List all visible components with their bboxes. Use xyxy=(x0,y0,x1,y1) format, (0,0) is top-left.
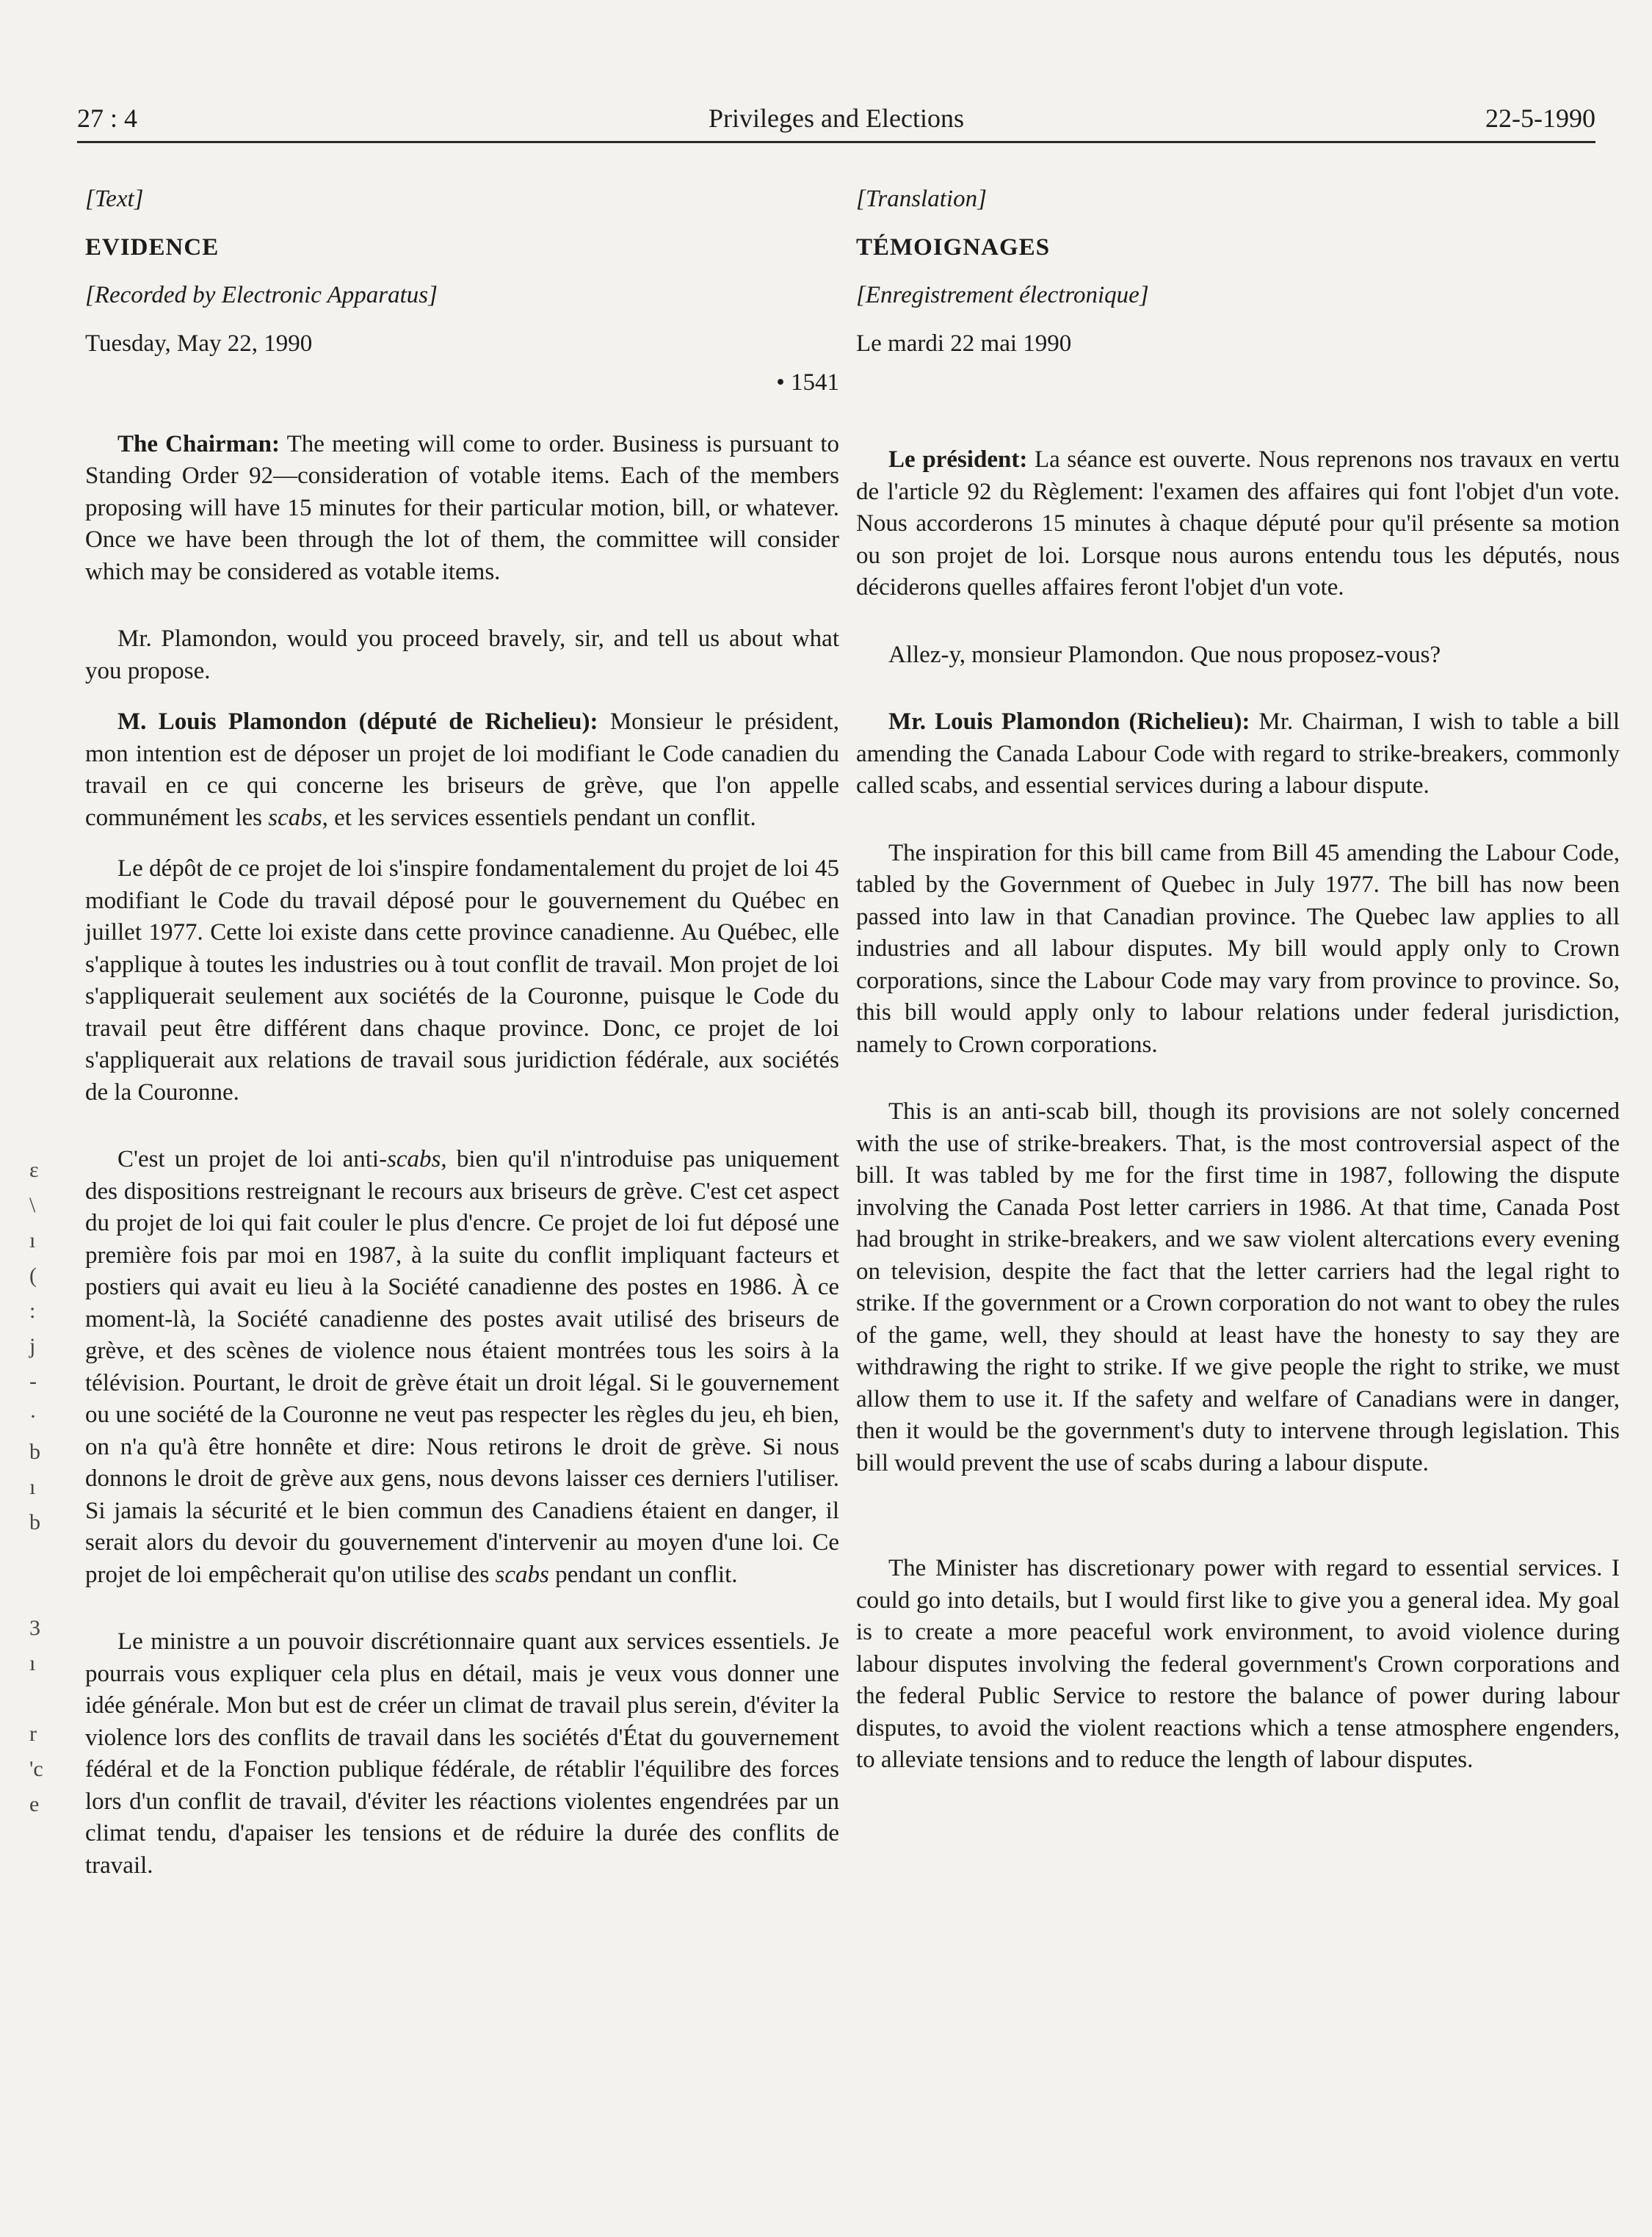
margin-mark: \ xyxy=(29,1193,36,1217)
speech-text: Mr. Chairman, I wish to table a bill amending the Canada Labour Code with regard to strike-breakers, commonly called scabs, and essential services during a labour dispute. xyxy=(856,708,1620,799)
margin-mark: ı xyxy=(29,1475,36,1499)
margin-mark xyxy=(29,1540,51,1576)
margin-mark: 'c xyxy=(29,1757,43,1781)
paragraph-bill-origin xyxy=(856,838,1620,1062)
page-header xyxy=(77,95,1595,143)
margin-mark: ɛ xyxy=(29,1158,39,1182)
running-title: Privileges and Elections xyxy=(709,104,964,133)
paragraph-president xyxy=(856,444,1620,604)
speech-text: pendant un conflit. xyxy=(548,1561,738,1588)
paragraph-chairman xyxy=(85,429,839,589)
margin-mark: 3 xyxy=(29,1616,40,1640)
speaker-label: Le président: xyxy=(888,446,1028,473)
speech-text: Monsieur le président, mon intention est de déposer un projet de loi modifiant le Code canadien du travail en ce qui concerne les briseurs de grève, que l'on appelle communément les xyxy=(85,708,839,831)
speech-text: C'est un projet de loi anti- xyxy=(117,1146,388,1172)
margin-mark: r xyxy=(29,1722,37,1746)
speech-text: Mr. Plamondon, would you proceed bravely, sir, and tell us about what you propose. xyxy=(85,626,839,684)
left-column xyxy=(85,184,839,1882)
margin-mark: b xyxy=(29,1440,40,1464)
right-column xyxy=(856,184,1620,1777)
speech-text: , et les services essentiels pendant un conflit. xyxy=(322,804,756,831)
paragraph-anti-scab xyxy=(856,1096,1620,1479)
meeting-date: Tuesday, May 22, 1990 xyxy=(85,330,313,357)
paragraph-minister xyxy=(856,1553,1620,1777)
header-date: 22-5-1990 xyxy=(1485,104,1595,133)
text-tag: [Text] xyxy=(85,186,144,212)
paragraph-invite xyxy=(85,623,839,687)
speaker-label: Mr. Louis Plamondon (Richelieu): xyxy=(888,708,1250,735)
emphasis-text: scabs xyxy=(495,1561,549,1588)
paragraph-plamondon-intro xyxy=(856,706,1620,802)
paragraph-plamondon-intro xyxy=(85,706,839,834)
translation-tag: [Translation] xyxy=(856,186,987,212)
speech-text: The Minister has discretionary power with regard to essential services. I could go into details, but I would first like to give you a general idea. My goal is to create a more peaceful work environment, to avoid violence during labour disputes involving the federal government's Crown corporations and the federal Public Service to restore the balance of power during labour disputes, to avoid the violent reactions which a tense atmosphere engenders, to alleviate tensions and to reduce the length of labour disputes. xyxy=(856,1555,1620,1773)
speech-text: The meeting will come to order. Business is pursuant to Standing Order 92—consideration of votable items. Each of the members proposing will have 15 minutes for their particular motion, bill, or whatever. Once we have been through the lot of them, the committee will consider which may be considered as votable items. xyxy=(85,430,840,585)
time-stamp: • 1541 xyxy=(776,369,839,396)
recording-note: [Enregistrement électronique] xyxy=(856,282,1149,308)
recording-note: [Recorded by Electronic Apparatus] xyxy=(85,282,438,308)
section-heading: EVIDENCE xyxy=(85,233,220,261)
margin-mark: e xyxy=(29,1792,40,1816)
speaker-label: The Chairman: xyxy=(117,430,280,457)
speaker-label: M. Louis Plamondon (député de Richelieu): xyxy=(117,708,598,735)
margin-mark: ı xyxy=(29,1228,36,1252)
margin-mark xyxy=(29,1681,51,1716)
margin-mark: ı xyxy=(29,1651,36,1675)
paragraph-bill-origin xyxy=(85,853,839,1109)
margin-mark: - xyxy=(29,1369,37,1393)
emphasis-text: scabs xyxy=(387,1146,441,1172)
paragraph-invite xyxy=(856,639,1620,672)
paragraph-anti-scab xyxy=(85,1144,839,1591)
margin-mark: j xyxy=(29,1334,36,1358)
speech-text: , bien qu'il n'introduise pas uniquement des dispositions restreignant le recours aux briseurs de grève. C'est cet aspect du projet de loi qui fait couler le plus d'encre. Ce projet de loi fut déposé une première fois par moi en 1987, à la suite du conflit impliquant facteurs et postiers qui avait eu lieu à la Société canadienne des postes en 1986. À ce moment-là, la Société canadienne des postes avait utilisé des briseurs de grève, et des scènes de violence nous étaient montrées tous les soirs à la télévision. Pourtant, le droit de grève était un droit légal. Si le gouvernement ou une société de la Couronne ne veut pas respecter les règles du jeu, eh bien, on n'a qu'à être honnête et dire: Nous retirons le droit de grève. Si nous donnons le droit de grève aux gens, nous devons laisser ces derniers l'utiliser. Si jamais la sécurité et le bien commun des Canadiens étaient en danger, il serait alors du devoir du gouvernement d'intervenir au moyen d'une loi. Ce projet de loi empêcherait qu'on utilise des xyxy=(85,1146,839,1588)
margin-mark: · xyxy=(29,1404,37,1429)
speech-text: Le dépôt de ce projet de loi s'inspire fondamentalement du projet de loi 45 modifiant le Code du travail déposé pour le gouvernement du Québec en juillet 1977. Cette loi existe dans cette province canadienne. Au Québec, elle s'applique à toutes les industries ou à tout conflit de travail. Mon projet de loi s'appliquerait seulement aux sociétés de la Couronne, puisque le Code du travail peut être différent dans chaque province. Donc, ce projet de loi s'appliquerait aux relations de travail sous juridiction fédérale, aux sociétés de la Couronne. xyxy=(85,855,839,1106)
speech-text: La séance est ouverte. Nous reprenons nos travaux en vertu de l'article 92 du Règlement: l'examen des affaires qui font l'objet d'un vote. Nous accorderons 15 minutes à chaque député pour qu'il présente sa motion ou son projet de loi. Lorsque nous aurons entendu tous les députés, nous déciderons quelles affaires feront l'objet d'un vote. xyxy=(856,446,1620,601)
margin-bleed-marks xyxy=(29,1153,51,1822)
speech-text: Le ministre a un pouvoir discrétionnaire quant aux services essentiels. Je pourrais vous expliquer cela plus en détail, mais je veux vous donner une idée générale. Mon but est de créer un climat de travail plus serein, d'éviter la violence lors des conflits de travail dans les sociétés d'État du gouvernement fédéral et de la Fonction publique fédérale, de rétablir l'équilibre des forces lors d'un conflit de travail, d'éviter les réactions violentes engendrées par un climat tendu, d'apaiser les tensions et de réduire la durée des conflits de travail. xyxy=(85,1628,839,1879)
emphasis-text: scabs xyxy=(268,804,322,831)
paragraph-minister xyxy=(85,1626,839,1882)
speech-text: The inspiration for this bill came from Bill 45 amending the Labour Code, tabled by the Government of Quebec in July 1977. The bill has now been passed into law in that Canadian province. The Quebec law applies to all industries and all labour disputes. My bill would apply only to Crown corporations, since the Labour Code may vary from province to province. So, this bill would apply only to labour relations under federal jurisdiction, namely to Crown corporations. xyxy=(856,839,1620,1058)
margin-mark: ( xyxy=(29,1263,37,1288)
margin-mark: b xyxy=(29,1510,40,1534)
meeting-date: Le mardi 22 mai 1990 xyxy=(856,330,1072,357)
page-number: 27 : 4 xyxy=(77,104,138,133)
speech-text: This is an anti-scab bill, though its provisions are not solely concerned with the use of strike-breakers. That, is the most controversial aspect of the bill. It was tabled by me for the first time in 1987, following the dispute involving the Canada Post letter carriers in 1986. At that time, Canada Post had brought in strike-breakers, and we saw violent altercations every evening on television, despite the fact that the letter carriers had the legal right to strike. If the government or a Crown corporation do not want to obey the rules of the game, well, they should at least have the honesty to say they are withdrawing the right to strike. If we give people the right to strike, we must allow them to use it. If the safety and welfare of Canadians were in danger, then it would be the government's duty to intervene through legislation. This bill would prevent the use of scabs during a labour dispute. xyxy=(856,1098,1620,1476)
margin-mark: : xyxy=(29,1299,36,1323)
margin-mark xyxy=(29,1576,51,1611)
speech-text: Allez-y, monsieur Plamondon. Que nous proposez-vous? xyxy=(888,641,1441,668)
section-heading: TÉMOIGNAGES xyxy=(856,233,1051,261)
